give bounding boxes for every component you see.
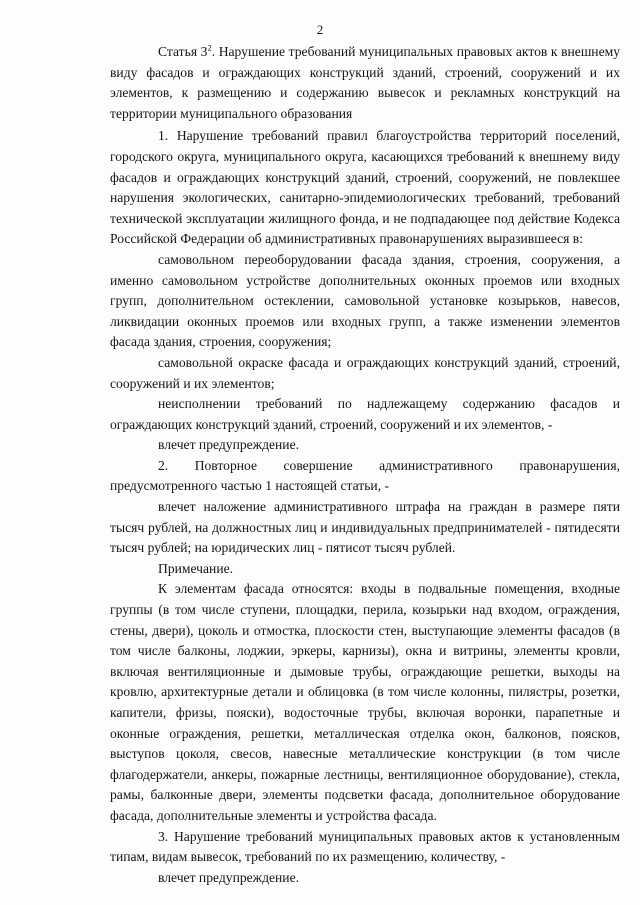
document-body — [110, 42, 620, 888]
paragraph-unauthorized-reequipment: самовольном переоборудовании фасада здания, строения, сооружения, а именно самовольном устройстве дополнительных оконных проемов или входных групп, дополнительном остеклении, самовольной установке козырьков, навесов, ликвидации оконных проемов или входных групп, а также изменении элементов фасада здания, строения, сооружения; — [110, 251, 620, 350]
paragraph-sanction-warning-2: влечет предупреждение. — [158, 869, 299, 885]
article-title-prefix: Статья 3 — [158, 44, 208, 59]
page-number: 2 — [316, 22, 324, 37]
paragraph-part-2: 2. Повторное совершение административного правонарушения, предусмотренного частью 1 настоящей статьи, - — [110, 457, 620, 494]
paragraph-facade-elements: К элементам фасада относятся: входы в подвальные помещения, входные группы (в том числе ступени, площадки, перила, козырьки над входом, ограждения, стены, двери), цоколь и отмостка, плоскости стен, выступающие элементы фасадов (в том числе балконы, лоджии, эркеры, карнизы), окна и витрины, элементы кровли, включая вентиляционные и дымовые трубы, ограждающие решетки, выходы на кровлю, архитектурные детали и облицовка (в том числе колонны, пилястры, розетки, капители, фризы, пояски), водосточные трубы, включая воронки, парапетные и оконные ограждения, решетки, металлическая отделка окон, балконов, поясков, выступов цоколя, свесов, навесные металлические конструкции (в том числе флагодержатели, анкеры, пожарные лестницы, вентиляционное оборудование), стекла, рамы, балконные двери, элементы подсветки фасада, дополнительное оборудование фасада, дополнительные элементы и устройства фасада. — [110, 581, 620, 823]
paragraph-part-3: 3. Нарушение требований муниципальных правовых актов к установленным типам, видам вывесок, требований по их размещению, количеству, - — [110, 828, 620, 865]
paragraph-unauthorized-painting: самовольной окраске фасада и ограждающих конструкций зданий, строений, сооружений и их элементов; — [110, 354, 620, 391]
paragraph-part-1: 1. Нарушение требований правил благоустройства территорий поселений, городского округа, муниципального округа, касающихся требований к внешнему виду фасадов и ограждающих конструкций зданий, строений, сооружений, не повлекшее нарушения экологических, санитарно-эпидемиологических требований, требований технической эксплуатации жилищного фонда, и не подпадающее под действие Кодекса Российской Федерации об административных правонарушениях выразившееся в: — [110, 128, 620, 247]
article-title-superscript: 2 — [207, 42, 212, 53]
paragraph-sanction-warning: влечет предупреждение. — [158, 437, 299, 453]
paragraph-maintenance-failure: неисполнении требований по надлежащему содержанию фасадов и ограждающих конструкций зданий, строений, сооружений и их элементов, - — [110, 396, 620, 432]
article-title — [110, 42, 620, 124]
paragraph-note-heading: Примечание. — [158, 560, 234, 576]
article-title-text: . Нарушение требований муниципальных правовых актов к внешнему виду фасадов и ограждающих конструкций зданий, строений, сооружений и их элементов, к размещению и содержанию вывесок и рекламных конструкций на территории муниципального образования — [110, 44, 621, 121]
paragraph-sanction-fine: влечет наложение административного штрафа на граждан в размере пяти тысяч рублей, на должностных лиц и индивидуальных предпринимателей - пятидесяти тысяч рублей; на юридических лиц - пятисот тысяч рублей. — [110, 499, 620, 556]
